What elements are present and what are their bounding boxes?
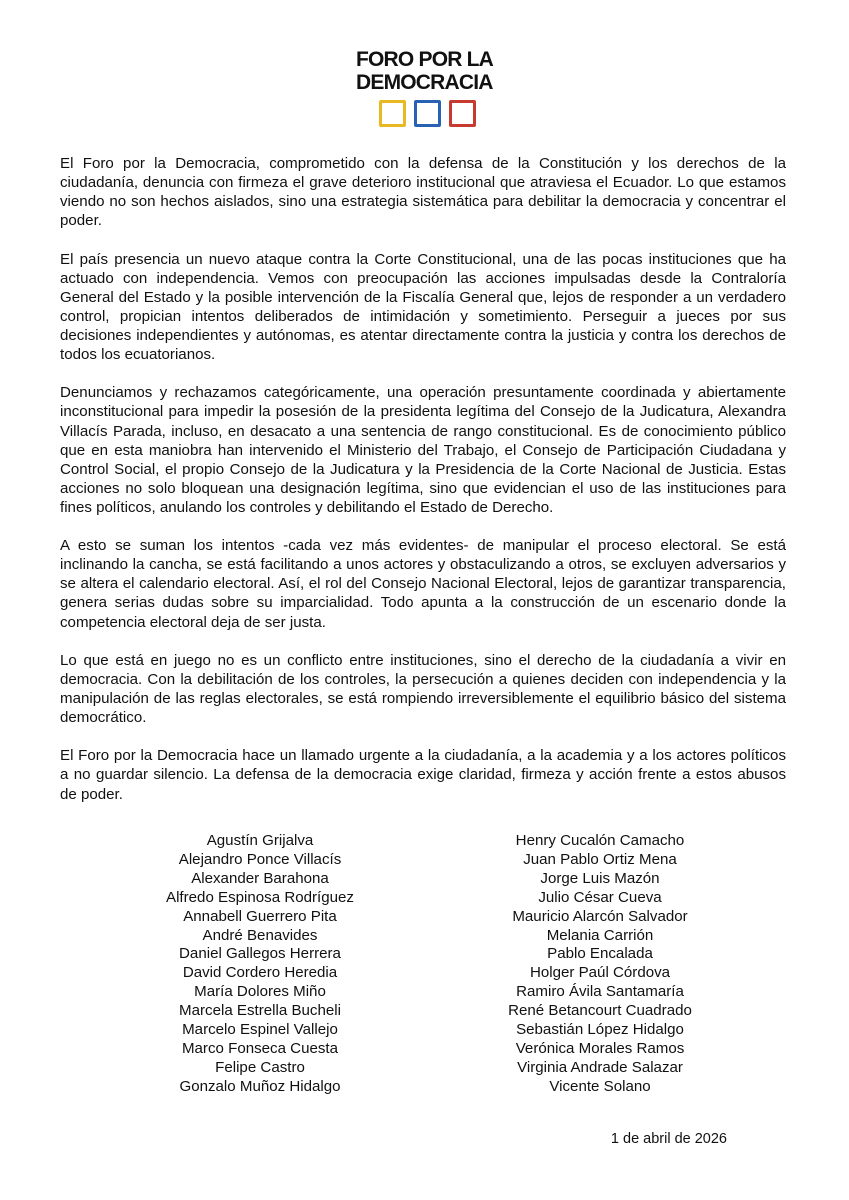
signatories-right-column bbox=[465, 832, 735, 1097]
signer: Felipe Castro bbox=[215, 1058, 305, 1076]
signer: María Dolores Miño bbox=[194, 983, 326, 1001]
signer: Juan Pablo Ortiz Mena bbox=[523, 850, 677, 868]
paragraph-3: Denunciamos y rechazamos categóricamente, una operación presuntamente coordinada y abiertamente inconstitucional para impedir la posesión de la presidenta legítima del Consejo de la Judicatura, Alexandra Villacís Parada, incluso, en desacato a una sentencia de rango constitucional. Es de conocimiento público que en esta maniobra han intervenido el Ministerio del Trabajo, el Consejo de Participación Ciudadana y Control Social, el propio Consejo de la Judicatura y la Presidencia de la Corte Nacional de Justicia. Estas acciones no solo bloquean una designación legítima, sino que evidencian el uso de las instituciones para fines políticos, anulando los controles y debilitando el Estado de Derecho. bbox=[60, 384, 786, 516]
statement-body bbox=[60, 154, 786, 823]
signer: Mauricio Alarcón Salvador bbox=[512, 907, 688, 925]
signer: Alejandro Ponce Villacís bbox=[178, 850, 342, 868]
signer: Agustín Grijalva bbox=[206, 832, 314, 849]
signatories-left-column bbox=[130, 832, 390, 1097]
signer: Melania Carrión bbox=[546, 926, 654, 944]
document-date: 1 de abril de 2026 bbox=[610, 1131, 727, 1147]
paragraph-4: A esto se suman los intentos -cada vez más evidentes- de manipular el proceso electoral. Se está inclinando la cancha, se está facilitando a unos actores y obstaculizando a otros, se excluyen adversarios y se altera el calendario electoral. Así, el rol del Consejo Nacional Electoral, lejos de garantizar transparencia, genera serias dudas sobre su imparcialidad. Todo apunta a la construcción de un escenario donde la competencia electoral deja de ser justa. bbox=[60, 537, 786, 631]
signer: Pablo Encalada bbox=[547, 945, 653, 963]
signer: David Cordero Heredia bbox=[182, 964, 338, 982]
paragraph-5: Lo que está en juego no es un conflicto entre instituciones, sino el derecho de la ciudadanía a vivir en democracia. Con la debilitación de los controles, la persecución a quienes deciden con independencia y la manipulación de las reglas electorales, se está rompiendo irreversiblemente el equilibrio básico del sistema democrático. bbox=[60, 651, 786, 727]
signer: Julio César Cueva bbox=[538, 888, 662, 906]
logo-text-line-2: DEMOCRACIA bbox=[356, 71, 493, 94]
signer: Annabell Guerrero Pita bbox=[183, 907, 337, 925]
signer: Alexander Barahona bbox=[191, 869, 329, 887]
signer: Marco Fonseca Cuesta bbox=[181, 1039, 339, 1057]
signer: Gonzalo Muñoz Hidalgo bbox=[179, 1077, 341, 1095]
signer: Holger Paúl Córdova bbox=[529, 964, 671, 982]
signer: Daniel Gallegos Herrera bbox=[179, 945, 341, 963]
signer: Verónica Morales Ramos bbox=[515, 1039, 685, 1057]
logo-text-line-1: FORO POR LA bbox=[356, 48, 494, 71]
signer: Virginia Andrade Salazar bbox=[517, 1058, 683, 1076]
signer: Alfredo Espinosa Rodríguez bbox=[166, 888, 354, 906]
logo-box-red bbox=[449, 100, 476, 127]
signer: René Betancourt Cuadrado bbox=[508, 1002, 692, 1020]
signer: Jorge Luis Mazón bbox=[540, 869, 660, 887]
logo-box-yellow bbox=[379, 100, 406, 127]
logo-boxes bbox=[340, 100, 510, 127]
logo-box-blue bbox=[414, 100, 441, 127]
signer: Sebastián López Hidalgo bbox=[516, 1021, 684, 1039]
signer: Ramiro Ávila Santamaría bbox=[516, 983, 684, 1001]
signer: Vicente Solano bbox=[549, 1077, 651, 1095]
signer: Henry Cucalón Camacho bbox=[515, 832, 685, 849]
signer: André Benavides bbox=[202, 926, 318, 944]
foro-logo bbox=[340, 48, 510, 127]
paragraph-6: El Foro por la Democracia hace un llamado urgente a la ciudadanía, a la academia y a los actores políticos a no guardar silencio. La defensa de la democracia exige claridad, firmeza y acción frente a estos abusos de poder. bbox=[60, 747, 786, 803]
paragraph-1: El Foro por la Democracia, comprometido con la defensa de la Constitución y los derechos de la ciudadanía, denuncia con firmeza el grave deterioro institucional que atraviesa el Ecuador. Lo que estamos viendo no son hechos aislados, sino una estrategia sistemática para debilitar la democracia y concentrar el poder. bbox=[60, 155, 786, 230]
signer: Marcelo Espinel Vallejo bbox=[182, 1021, 338, 1039]
signer: Marcela Estrella Bucheli bbox=[179, 1002, 341, 1020]
paragraph-2: El país presencia un nuevo ataque contra la Corte Constitucional, una de las pocas instituciones que ha actuado con independencia. Vemos con preocupación las acciones impulsadas desde la Contraloría General del Estado y la posible intervención de la Fiscalía General que, lejos de responder a un verdadero control, propician intentos deliberados de intimidación y sometimiento. Perseguir a jueces por sus decisiones independientes y autónomas, es atentar directamente contra la justicia y contra los derechos de todos los ecuatorianos. bbox=[60, 250, 786, 364]
